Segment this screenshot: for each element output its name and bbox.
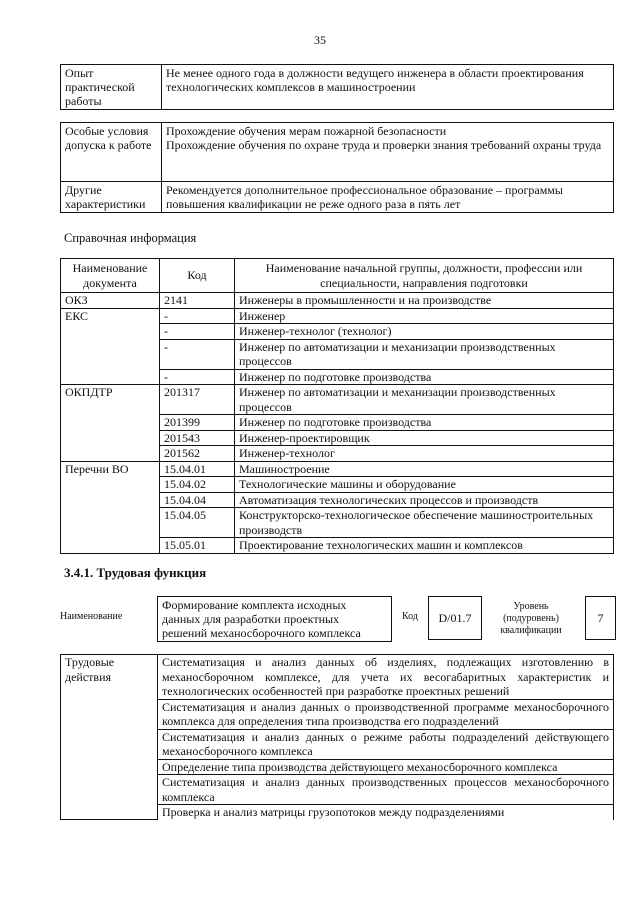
table-row xyxy=(61,339,614,369)
code-cell: 15.04.04 xyxy=(160,492,235,508)
function-code-value: D/01.7 xyxy=(428,596,482,640)
name-cell: Инженер-проектировщик xyxy=(235,430,614,446)
header-name: Наименование начальной группы, должности, профессии или специальности, направления подготовки xyxy=(235,259,614,293)
function-level-label: Уровень (подуровень) квалификации xyxy=(500,601,562,636)
name-cell: Инженер-технолог xyxy=(235,446,614,462)
table-row xyxy=(61,415,614,431)
reference-caption: Справочная информация xyxy=(64,231,197,245)
name-cell: Автоматизация технологических процессов и производств xyxy=(235,492,614,508)
name-cell: Машиностроение xyxy=(235,461,614,477)
table-row xyxy=(61,65,614,110)
table-row xyxy=(61,477,614,493)
name-cell: Инженер xyxy=(235,308,614,324)
code-cell: 201317 xyxy=(160,385,235,415)
reference-table xyxy=(60,258,614,554)
other-label: Другие характеристики xyxy=(61,182,162,213)
table-row xyxy=(61,430,614,446)
table-row xyxy=(61,508,614,538)
labor-action-item: Систематизация и анализ данных о производственной программе механосборочного комплекса для определения типа производства его подразделений xyxy=(158,699,614,729)
function-name-value: Формирование комплекта исходных данных для разработки проектных решений механосборочного комплекса xyxy=(157,596,392,642)
doc-cell: ОКПДТР xyxy=(61,385,160,415)
name-cell: Конструкторско-технологическое обеспечение машиностроительных производств xyxy=(235,508,614,538)
labor-action-item: Систематизация и анализ данных о режиме работы подразделений действующего механосборочного комплекса xyxy=(158,729,614,759)
page-number: 35 xyxy=(314,33,326,47)
code-cell: 2141 xyxy=(160,293,235,309)
doc-cell: Перечни ВО xyxy=(61,461,160,477)
labor-actions-label: Трудовые действия xyxy=(61,655,158,820)
special-conditions-label: Особые условия допуска к работе xyxy=(61,123,162,182)
name-cell: Технологические машины и оборудование xyxy=(235,477,614,493)
conditions-table xyxy=(60,122,614,213)
code-cell: 15.04.05 xyxy=(160,508,235,538)
code-cell: - xyxy=(160,308,235,324)
experience-label: Опыт практической работы xyxy=(61,65,162,110)
table-row xyxy=(61,385,614,415)
table-row xyxy=(61,446,614,462)
special-condition-line: Прохождение обучения мерам пожарной безопасности xyxy=(166,124,447,138)
doc-cell: ОКЗ xyxy=(61,293,160,309)
table-row xyxy=(61,369,614,385)
code-cell: 15.04.01 xyxy=(160,461,235,477)
name-cell: Инженер-технолог (технолог) xyxy=(235,324,614,340)
table-row xyxy=(61,655,614,700)
header-doc: Наименование документа xyxy=(61,259,160,293)
labor-action-item: Проверка и анализ матрицы грузопотоков между подразделениями xyxy=(158,805,614,820)
experience-table xyxy=(60,64,614,110)
table-row xyxy=(61,293,614,309)
table-row xyxy=(61,182,614,213)
name-cell: Инженер по подготовке производства xyxy=(235,369,614,385)
name-cell: Проектирование технологических машин и комплексов xyxy=(235,538,614,554)
code-cell: 201399 xyxy=(160,415,235,431)
doc-cell: ЕКС xyxy=(61,308,160,324)
function-name-label: Наименование xyxy=(60,611,123,622)
table-row xyxy=(61,324,614,340)
table-row xyxy=(61,123,614,182)
table-header-row xyxy=(61,259,614,293)
special-condition-line: Прохождение обучения по охране труда и проверки знания требований охраны труда xyxy=(166,138,602,152)
name-cell: Инженер по подготовке производства xyxy=(235,415,614,431)
code-cell: 201543 xyxy=(160,430,235,446)
code-cell: - xyxy=(160,339,235,369)
table-row xyxy=(61,308,614,324)
code-cell: - xyxy=(160,324,235,340)
table-row xyxy=(61,461,614,477)
experience-value: Не менее одного года в должности ведущего инженера в области проектирования технологических комплексов в машиностроении xyxy=(162,65,614,110)
header-code: Код xyxy=(160,259,235,293)
name-cell: Инженер по автоматизации и механизации производственных процессов xyxy=(235,385,614,415)
section-heading: 3.4.1. Трудовая функция xyxy=(64,565,207,580)
function-level-value: 7 xyxy=(585,596,616,640)
other-value: Рекомендуется дополнительное профессиональное образование – программы повышения квалификации не реже одного раза в пять лет xyxy=(162,182,614,213)
function-code-label: Код xyxy=(402,611,418,622)
table-row xyxy=(61,538,614,554)
code-cell: 15.04.02 xyxy=(160,477,235,493)
labor-action-item: Систематизация и анализ данных об изделиях, подлежащих изготовлению в механосборочном комплексе, для учета их весогабаритных характеристик и технологических особенностей при разработке проектных решений xyxy=(158,655,614,700)
name-cell: Инженер по автоматизации и механизации производственных процессов xyxy=(235,339,614,369)
labor-action-item: Систематизация и анализ данных производственных процессов механосборочного комплекса xyxy=(158,775,614,805)
code-cell: 201562 xyxy=(160,446,235,462)
labor-actions-table xyxy=(60,654,614,820)
code-cell: - xyxy=(160,369,235,385)
table-row xyxy=(61,492,614,508)
code-cell: 15.05.01 xyxy=(160,538,235,554)
name-cell: Инженеры в промышленности и на производстве xyxy=(235,293,614,309)
labor-action-item: Определение типа производства действующего механосборочного комплекса xyxy=(158,759,614,775)
special-conditions-value xyxy=(162,123,614,182)
